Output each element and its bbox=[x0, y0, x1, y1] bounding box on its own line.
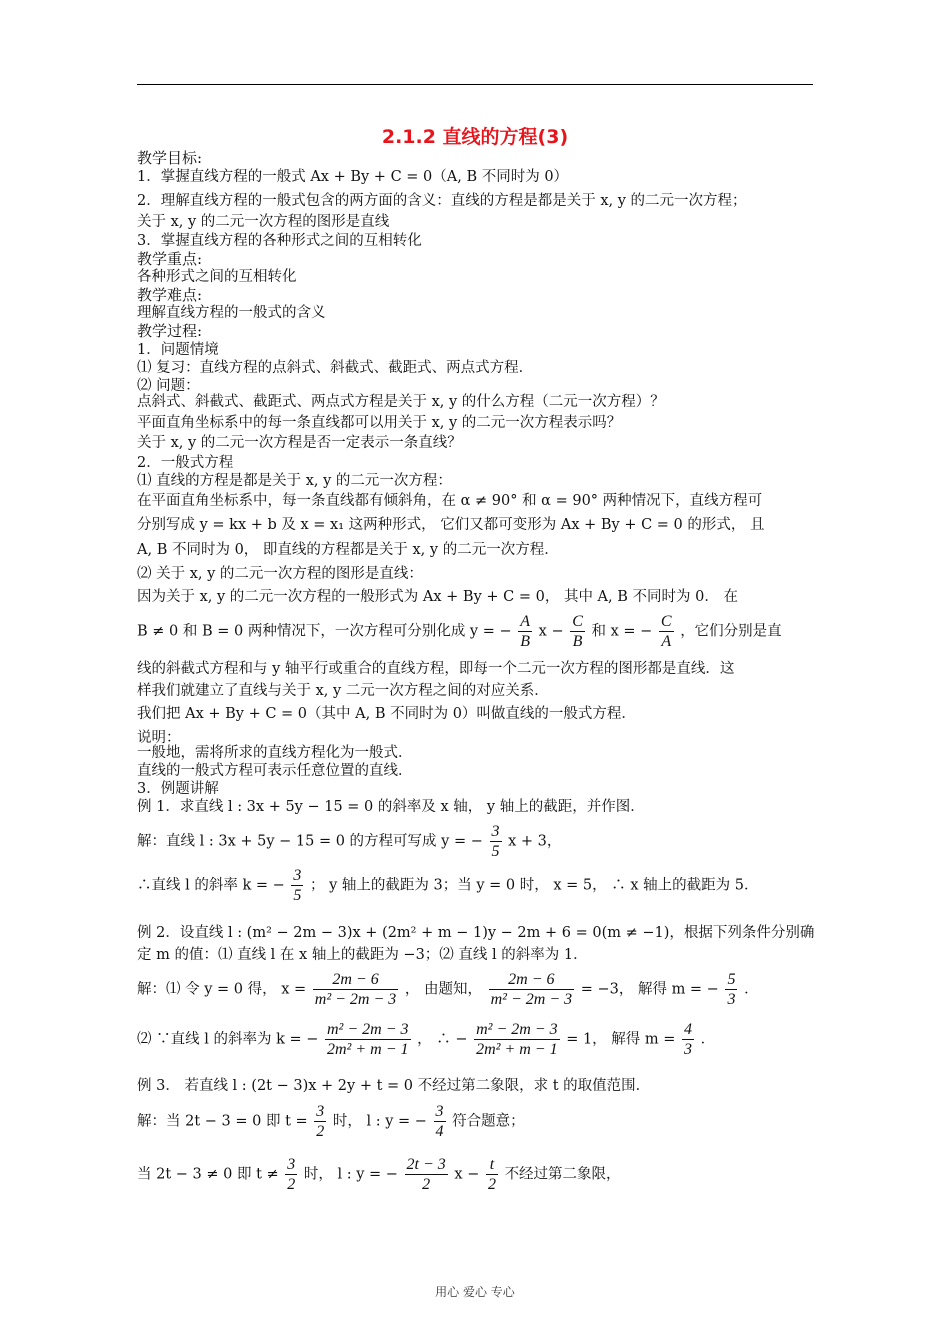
fraction: $\frac{3}{2}$ bbox=[316, 1103, 325, 1140]
text-line: 因为关于 x, y 的二元一次方程的一般形式为 Ax + By + C = 0， 其中 A, B 不同时为 0． 在 bbox=[137, 589, 738, 605]
text-line: A, B 不同时为 0， 即直线的方程都是关于 x, y 的二元一次方程． bbox=[137, 542, 559, 558]
text-line: 3．例题讲解 bbox=[137, 781, 219, 797]
solution-2-line-1: 解：⑴ 令 y = 0 得， x = $\frac{2m - 6}{\text{m² − 2m − 3}}$ ， 由题知， $\frac{2m - 6}{\text{m² − 2m − 3}}$ = −3， 解得 m = − $\frac{5}{3}$ ． bbox=[137, 971, 759, 1008]
fraction: $\frac{2t - 3}{2}$ bbox=[406, 1156, 446, 1193]
text-line: 1．掌握直线方程的一般式 Ax + By + C = 0（A, B 不同时为 0） bbox=[137, 169, 569, 185]
header-rule bbox=[137, 84, 813, 85]
text-line: ⑵ 关于 x, y 的二元一次方程的图形是直线： bbox=[137, 566, 423, 582]
text-line: 直线的一般式方程可表示任意位置的直线． bbox=[137, 763, 413, 779]
text-line: 教学重点: bbox=[137, 250, 203, 268]
text-line: 关于 x, y 的二元一次方程的图形是直线 bbox=[137, 214, 390, 230]
fraction: $\frac{3}{5}$ bbox=[293, 867, 302, 904]
fraction: $\frac{2m - 6}{\text{m² − 2m − 3}}$ bbox=[314, 971, 397, 1008]
text-line: 一般地，需将所求的直线方程化为一般式． bbox=[137, 745, 413, 761]
text-line: 1．问题情境 bbox=[137, 342, 219, 358]
text-line: 各种形式之间的互相转化 bbox=[137, 269, 297, 285]
fraction: $\frac{2m - 6}{\text{m² − 2m − 3}}$ bbox=[490, 971, 573, 1008]
fraction: $\frac{5}{3}$ bbox=[727, 971, 736, 1008]
text-line: 点斜式、斜截式、截距式、两点式方程是关于 x, y 的什么方程（二元一次方程）？ bbox=[137, 394, 665, 410]
text-line: 2．理解直线方程的一般式包含的两方面的含义：直线的方程是都是关于 x, y 的二元一次方程； bbox=[137, 193, 747, 209]
text-line: ⑵ 问题： bbox=[137, 378, 200, 394]
fraction: $\frac{3}{2}$ bbox=[287, 1156, 296, 1193]
fraction: $\frac{t}{2}$ bbox=[487, 1156, 496, 1193]
fraction: $\frac{3}{5}$ bbox=[491, 823, 500, 860]
equation-line-forms: B ≠ 0 和 B = 0 两种情况下，一次方程可分别化成 y = − $\frac{A}{B}$ x − $\frac{C}{B}$ 和 x = − $\frac{C}{A}$ ，它们分别是直 bbox=[137, 613, 782, 650]
text-line: 分别写成 y = kx + b 及 x = x₁ 这两种形式， 它们又都可变形为 Ax + By + C = 0 的形式， 且 bbox=[137, 517, 765, 533]
fraction: $\frac{4}{3}$ bbox=[684, 1021, 693, 1058]
text-line: 定 m 的值：⑴ 直线 l 在 x 轴上的截距为 −3；⑵ 直线 l 的斜率为 1． bbox=[137, 947, 588, 963]
fraction: $\frac{\text{m² − 2m − 3}}{\text{2m² + m − 1}}$ bbox=[476, 1021, 558, 1058]
text-line: 理解直线方程的一般式的含义 bbox=[137, 305, 326, 321]
solution-1-line-2: ∴直线 l 的斜率 k = − $\frac{3}{5}$ ； y 轴上的截距为 3；当 y = 0 时， x = 5， ∴ x 轴上的截距为 5． bbox=[137, 867, 759, 904]
fraction: $\frac{C}{B}$ bbox=[572, 613, 583, 650]
text-line: 线的斜截式方程和与 y 轴平行或重合的直线方程，即每一个二元一次方程的图形都是直线．这 bbox=[137, 661, 735, 677]
fraction: $\frac{\text{m² − 2m − 3}}{\text{2m² + m − 1}}$ bbox=[327, 1021, 409, 1058]
text-line: 关于 x, y 的二元一次方程是否一定表示一条直线？ bbox=[137, 435, 462, 451]
solution-1-line-1: 解：直线 l : 3x + 5y − 15 = 0 的方程可写成 y = − $\frac{3}{5}$ x + 3， bbox=[137, 823, 562, 860]
text-line: 平面直角坐标系中的每一条直线都可以用关于 x, y 的二元一次方程表示吗？ bbox=[137, 415, 622, 431]
solution-3-line-1: 解：当 2t − 3 = 0 即 t = $\frac{3}{2}$ 时， l : y = − $\frac{3}{4}$ 符合题意； bbox=[137, 1103, 525, 1140]
text-line: 例 1．求直线 l : 3x + 5y − 15 = 0 的斜率及 x 轴， y 轴上的截距，并作图． bbox=[137, 799, 645, 815]
text-line: ⑴ 直线的方程是都是关于 x, y 的二元一次方程： bbox=[137, 473, 452, 489]
text-line: 说明： bbox=[137, 730, 181, 746]
solution-2-line-2: ⑵ ∵直线 l 的斜率为 k = − $\frac{\text{m² − 2m − 3}}{\text{2m² + m − 1}}$ ， ∴ − $\frac{\text{m² − 2m − 3}}{\text{2m² + m − 1}}$ = 1， 解得 m = $\frac{4}{3}$ ． bbox=[137, 1021, 716, 1058]
text-line: 教学目标: bbox=[137, 149, 203, 167]
text-line: 在平面直角坐标系中，每一条直线都有倾斜角，在 α ≠ 90° 和 α = 90° 两种情况下，直线方程可 bbox=[137, 493, 763, 509]
text-line: 3．掌握直线方程的各种形式之间的互相转化 bbox=[137, 233, 422, 249]
solution-3-line-2: 当 2t − 3 ≠ 0 即 t ≠ $\frac{3}{2}$ 时， l : y = − $\frac{2t - 3}{2}$ x − $\frac{t}{2}$ 不经过第二象限， bbox=[137, 1156, 621, 1193]
text-line: 教学难点: bbox=[137, 286, 203, 304]
text-line: 2．一般式方程 bbox=[137, 455, 234, 471]
page-footer: 用心 爱心 专心 bbox=[435, 1285, 515, 1299]
text-line: 我们把 Ax + By + C = 0（其中 A, B 不同时为 0）叫做直线的一般式方程． bbox=[137, 706, 636, 722]
text-line: ⑴ 复习：直线方程的点斜式、斜截式、截距式、两点式方程． bbox=[137, 360, 534, 376]
page-title: 2.1.2 直线的方程(3) bbox=[381, 126, 569, 148]
fraction: $\frac{3}{4}$ bbox=[435, 1103, 444, 1140]
fraction: $\frac{A}{B}$ bbox=[520, 613, 531, 650]
text-line: 例 3． 若直线 l : (2t − 3)x + 2y + t = 0 不经过第二象限，求 t 的取值范围． bbox=[137, 1078, 651, 1094]
text-line: 样我们就建立了直线与关于 x, y 二元一次方程之间的对应关系． bbox=[137, 683, 549, 699]
text-line: 教学过程: bbox=[137, 322, 203, 340]
fraction: $\frac{C}{A}$ bbox=[660, 613, 672, 650]
text-line: 例 2．设直线 l : (m² − 2m − 3)x + (2m² + m − 1)y − 2m + 6 = 0(m ≠ −1)，根据下列条件分别确 bbox=[137, 925, 815, 941]
